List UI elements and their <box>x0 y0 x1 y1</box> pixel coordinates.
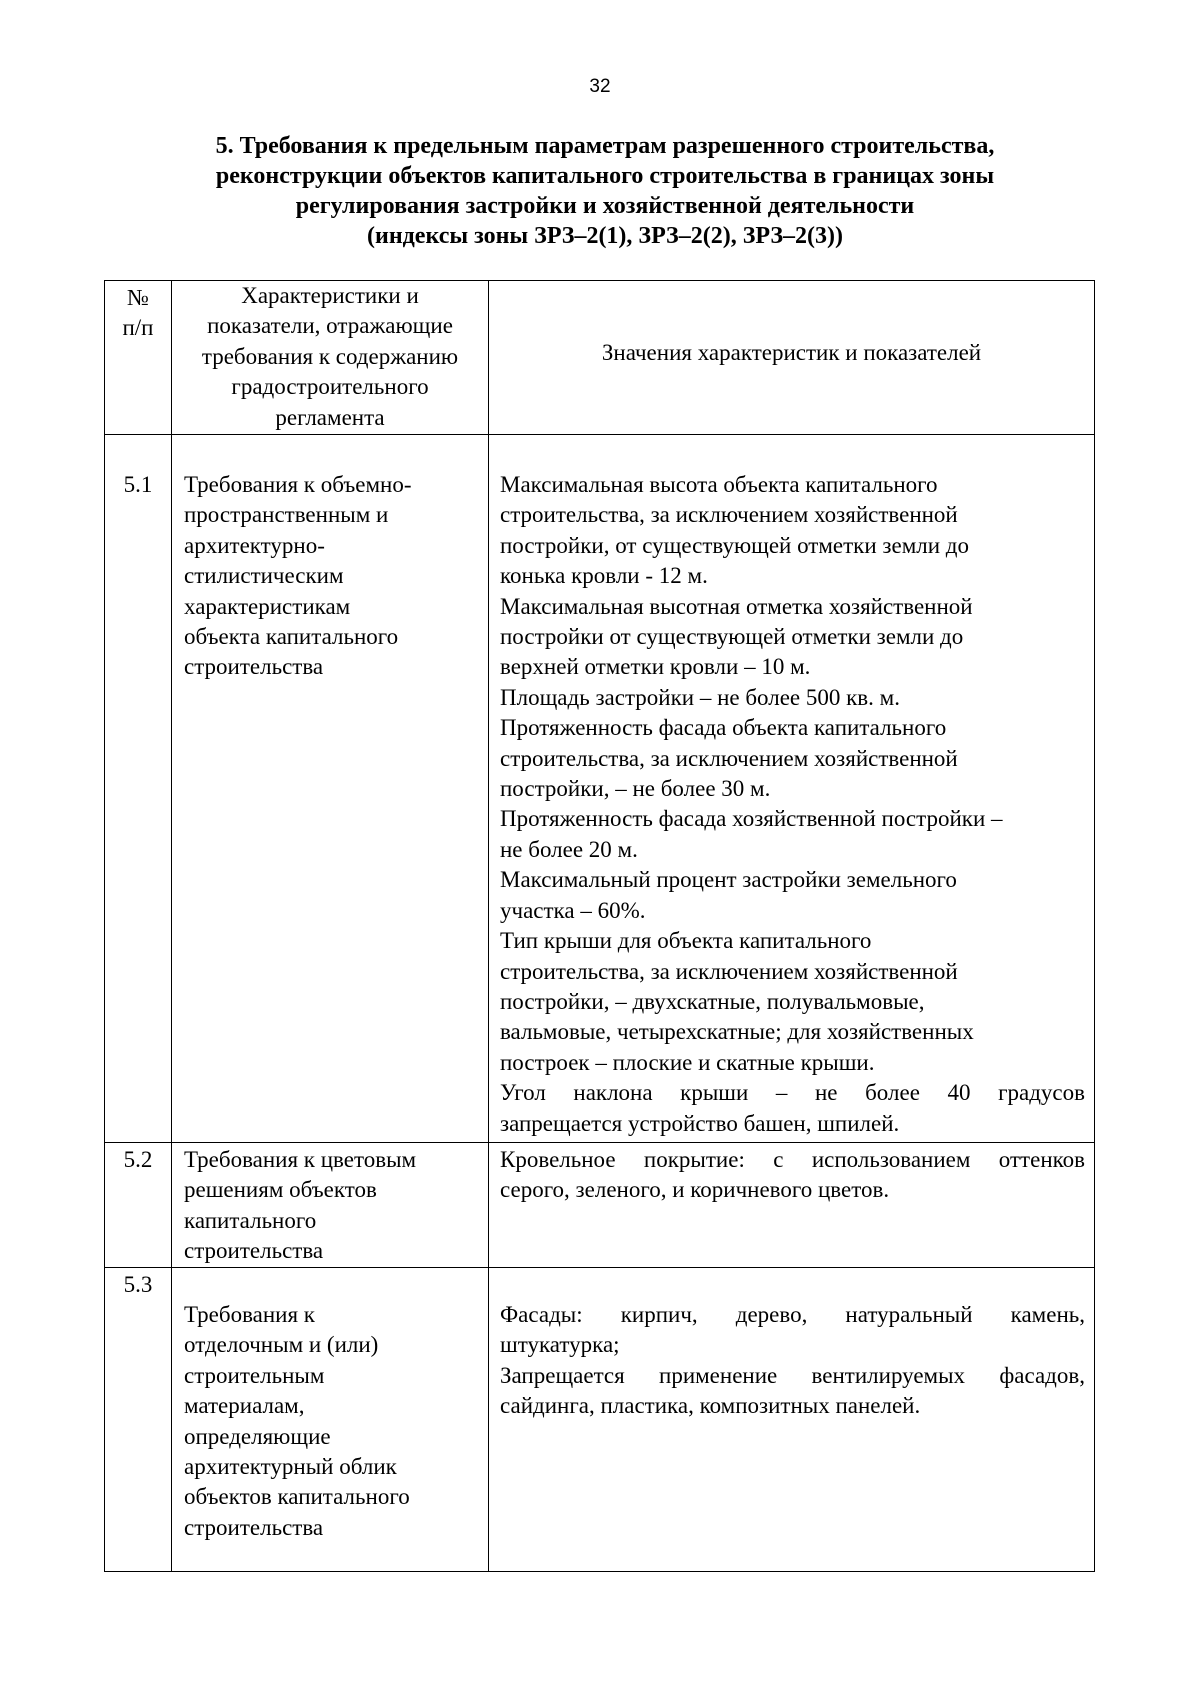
values-line: постройки, от существующей отметки земли до <box>500 532 969 558</box>
characteristics-line: характеристикам <box>184 593 351 619</box>
values-line: Угол наклона крыши – не более 40 градусов <box>500 1080 1085 1106</box>
header-characteristics-line: Характеристики и <box>241 283 419 308</box>
values-line: Кровельное покрытие: с использованием оттенков <box>500 1147 1085 1172</box>
values-line: Максимальная высотная отметка хозяйственной <box>500 593 973 619</box>
row-values <box>489 435 1095 1143</box>
section-title <box>105 131 1105 251</box>
values-line: штукатурка; <box>500 1332 620 1358</box>
title-line: реконструкции объектов капитального строительства в границах зоны <box>215 163 995 189</box>
values-line: постройки, – не более 30 м. <box>500 776 771 802</box>
values-line: участка – 60%. <box>500 897 646 923</box>
row-values <box>489 1143 1095 1268</box>
characteristics-line: пространственным и <box>184 502 389 528</box>
header-number-cell <box>105 281 172 435</box>
title-line: 5. Требования к предельным параметрам разрешенного строительства, <box>215 133 995 159</box>
row-values <box>489 1268 1095 1572</box>
characteristics-line: объекта капитального <box>184 624 399 650</box>
table-row <box>105 1143 1095 1268</box>
table-header-row <box>105 281 1095 435</box>
characteristics-line: строительства <box>184 654 324 680</box>
values-line: конька кровли - 12 м. <box>500 563 708 589</box>
header-characteristics-line: регламента <box>275 404 385 430</box>
values-line: постройки от существующей отметки земли до <box>500 624 964 650</box>
row-number: 5.1 <box>105 435 172 1143</box>
values-line: Фасады: кирпич, дерево, натуральный камень, <box>500 1302 1085 1327</box>
values-line: строительства, за исключением хозяйственной <box>500 745 958 771</box>
characteristics-line: строительства <box>184 1238 324 1264</box>
values-line: Протяженность фасада хозяйственной постройки – <box>500 806 1003 832</box>
values-line: верхней отметки кровли – 10 м. <box>500 654 811 680</box>
characteristics-line: отделочным и (или) <box>184 1332 379 1358</box>
characteristics-line: решениям объектов <box>184 1177 377 1203</box>
characteristics-line: строительства <box>184 1514 324 1540</box>
header-characteristics-line: градостроительного <box>231 374 429 400</box>
values-line: Протяженность фасада объекта капитального <box>500 715 947 741</box>
characteristics-line: материалам, <box>184 1393 305 1419</box>
values-line: серого, зеленого, и коричневого цветов. <box>500 1177 890 1203</box>
characteristics-line: объектов капитального <box>184 1484 410 1510</box>
values-line: запрещается устройство башен, шпилей. <box>500 1110 900 1136</box>
header-number-line: п/п <box>122 315 154 341</box>
row-characteristics <box>172 435 489 1143</box>
characteristics-line: Требования к объемно- <box>184 472 412 497</box>
characteristics-line: стилистическим <box>184 563 344 589</box>
header-characteristics-line: показатели, отражающие <box>207 313 453 339</box>
title-line: регулирования застройки и хозяйственной деятельности <box>295 193 915 219</box>
requirements-table <box>104 280 1095 1572</box>
characteristics-line: архитектурно- <box>184 532 325 558</box>
header-values-cell: Значения характеристик и показателей <box>489 281 1095 435</box>
header-characteristics-line: требования к содержанию <box>201 343 459 369</box>
header-number-line: № <box>127 285 149 310</box>
characteristics-line: Требования к цветовым <box>184 1147 417 1172</box>
values-line: Тип крыши для объекта капитального <box>500 928 872 954</box>
values-line: сайдинга, пластика, композитных панелей. <box>500 1393 921 1419</box>
page-number: 32 <box>589 76 611 97</box>
row-characteristics <box>172 1268 489 1572</box>
title-line: (индексы зоны ЗРЗ–2(1), ЗРЗ–2(2), ЗРЗ–2(3)) <box>367 223 843 249</box>
characteristics-line: Требования к <box>184 1302 315 1327</box>
values-line: не более 20 м. <box>500 836 638 862</box>
values-line: Запрещается применение вентилируемых фасадов, <box>500 1362 1085 1388</box>
values-line: строительства, за исключением хозяйственной <box>500 502 958 528</box>
characteristics-line: капитального <box>184 1207 317 1233</box>
row-characteristics <box>172 1143 489 1268</box>
values-line: постройки, – двухскатные, полувальмовые, <box>500 988 925 1014</box>
values-line: Площадь застройки – не более 500 кв. м. <box>500 684 900 710</box>
header-characteristics-cell <box>172 281 489 435</box>
characteristics-line: определяющие <box>184 1423 331 1449</box>
table-row <box>105 1268 1095 1572</box>
table-row <box>105 435 1095 1143</box>
values-line: вальмовые, четырехскатные; для хозяйственных <box>500 1019 974 1045</box>
characteristics-line: строительным <box>184 1362 325 1388</box>
values-line: Максимальная высота объекта капитального <box>500 472 938 497</box>
row-number: 5.3 <box>105 1268 172 1572</box>
values-line: Максимальный процент застройки земельного <box>500 867 957 893</box>
row-number: 5.2 <box>105 1143 172 1268</box>
values-line: строительства, за исключением хозяйственной <box>500 958 958 984</box>
characteristics-line: архитектурный облик <box>184 1454 397 1480</box>
values-line: построек – плоские и скатные крыши. <box>500 1049 875 1075</box>
